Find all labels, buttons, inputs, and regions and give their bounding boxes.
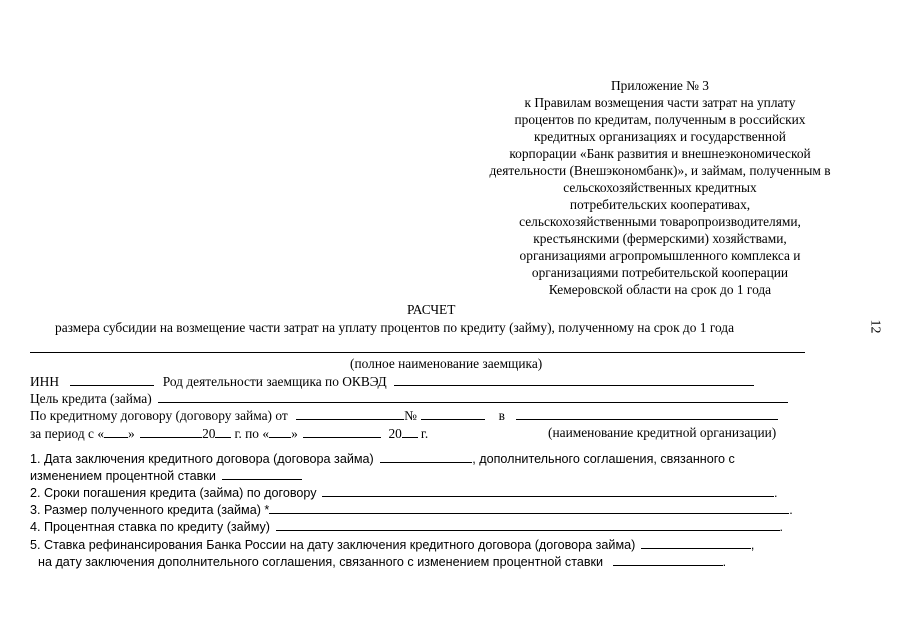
purpose-label: Цель кредита (займа) (30, 391, 152, 406)
refinancing-rate-contract-field[interactable] (641, 535, 751, 549)
appendix-line: корпорации «Банк развития и внешнеэкономической (509, 146, 811, 161)
period-quote: » (291, 426, 298, 441)
period-row (30, 424, 428, 442)
period-year-to[interactable] (402, 424, 418, 438)
item-4 (30, 517, 783, 536)
period-day-from[interactable] (104, 424, 128, 438)
contract-conclusion-date-field[interactable] (380, 449, 472, 463)
period-month-to[interactable] (303, 424, 381, 438)
item-2-label: 2. Сроки погашения кредита (займа) по договору (30, 486, 317, 500)
item-5-cont-label: на дату заключения дополнительного соглашения, связанного с изменением процентной ставки (38, 555, 604, 569)
appendix-header (455, 77, 865, 298)
appendix-line: к Правилам возмещения части затрат на уплату (524, 95, 796, 110)
inn-row (30, 372, 754, 390)
contract-in-label: в (498, 408, 505, 423)
period-day-to[interactable] (269, 424, 291, 438)
appendix-line: Кемеровской области на срок до 1 года (548, 282, 772, 297)
okved-label: Род деятельности заемщика по ОКВЭД (162, 374, 387, 389)
item-5-line-2 (38, 552, 726, 571)
item-4-dot: . (779, 520, 783, 534)
okved-field[interactable] (394, 372, 754, 386)
item-3-dot: . (789, 503, 793, 517)
page-number: 12 (867, 319, 883, 334)
period-to-label: г. по « (234, 426, 270, 441)
inn-field[interactable] (70, 372, 154, 386)
borrower-name-line[interactable] (30, 352, 805, 353)
contract-row (30, 406, 778, 424)
period-year-prefix: 20 (202, 426, 216, 441)
item-1-cont-label: изменением процентной ставки (30, 469, 216, 483)
interest-rate-field[interactable] (276, 517, 780, 531)
bank-name-field[interactable] (516, 406, 778, 420)
appendix-line: организациями агропромышленного комплекса и (519, 248, 801, 263)
inn-label: ИНН (30, 374, 60, 389)
item-1-label: 1. Дата заключения кредитного договора (договора займа) (30, 452, 374, 466)
appendix-line: деятельности (Внешэкономбанк)», и займам, полученным в (489, 163, 831, 178)
appendix-line: сельскохозяйственных кредитных (563, 180, 757, 195)
purpose-field[interactable] (158, 389, 788, 403)
contract-date-field[interactable] (296, 406, 404, 420)
period-month-from[interactable] (140, 424, 202, 438)
period-year-from[interactable] (215, 424, 231, 438)
item-4-label: 4. Процентная ставка по кредиту (займу) (30, 520, 270, 534)
contract-number-field[interactable] (421, 406, 485, 420)
period-year-prefix: 20 (388, 426, 402, 441)
refinancing-rate-supplement-field[interactable] (613, 552, 723, 566)
repayment-terms-field[interactable] (322, 483, 774, 497)
borrower-caption: (полное наименование заемщика) (350, 356, 543, 371)
item-3-label: 3. Размер полученного кредита (займа) * (30, 503, 270, 517)
appendix-line: процентов по кредитам, полученным в российских (514, 112, 806, 127)
appendix-line: потребительских кооперативах, (569, 197, 751, 212)
page-subtitle: размера субсидии на возмещение части затрат на уплату процентов по кредиту (займу), полученному на срок до 1 года (55, 320, 735, 335)
appendix-line: кредитных организациях и государственной (534, 129, 786, 144)
item-5-label: 5. Ставка рефинансирования Банка России на дату заключения кредитного договора (договора займа) (30, 538, 636, 552)
period-quote: » (128, 426, 135, 441)
period-year-suffix: г. (420, 426, 429, 441)
item-2-dot: . (774, 486, 778, 500)
period-start-label: за период с « (30, 426, 105, 441)
appendix-line: сельскохозяйственными товаропроизводителями, (519, 214, 801, 229)
supplement-date-field[interactable] (222, 466, 302, 480)
item-5-dot: . (722, 555, 727, 569)
contract-label: По кредитному договору (договору займа) от (30, 408, 288, 423)
appendix-line: организациями потребительской кооперации (531, 265, 789, 280)
item-1-suffix: , дополнительного соглашения, связанного с (472, 452, 735, 466)
item-5-comma: , (750, 538, 755, 552)
appendix-line: крестьянскими (фермерскими) хозяйствами, (533, 231, 787, 246)
loan-amount-field[interactable] (269, 500, 789, 514)
bank-caption: (наименование кредитной организации) (548, 425, 777, 440)
appendix-line: Приложение № 3 (610, 78, 710, 93)
purpose-row (30, 389, 788, 407)
contract-number-label: № (404, 408, 417, 423)
page-title: РАСЧЕТ (407, 302, 456, 317)
